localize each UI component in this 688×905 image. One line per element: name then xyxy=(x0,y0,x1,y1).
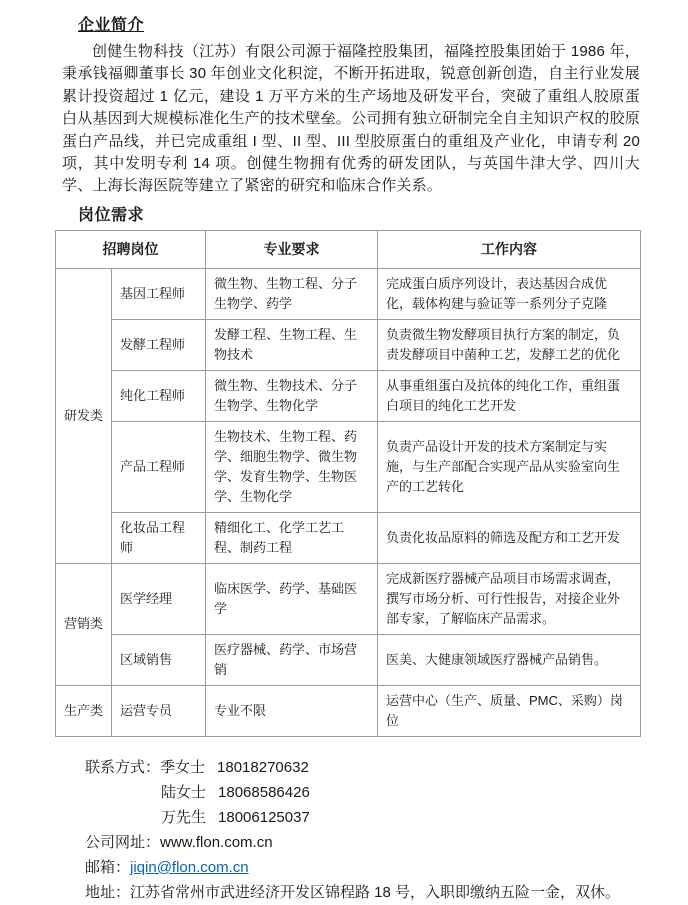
group-cell-marketing: 营销类 xyxy=(56,563,112,685)
major-cell: 微生物、生物技术、分子生物学、生物化学 xyxy=(206,370,378,421)
company-intro-heading: 企业简介 xyxy=(78,17,145,34)
position-cell: 运营专员 xyxy=(112,685,206,736)
website-url: www.flon.com.cn xyxy=(160,833,273,851)
email-label: 邮箱： xyxy=(85,858,131,876)
header-position: 招聘岗位 xyxy=(56,230,206,268)
header-major: 专业要求 xyxy=(206,230,378,268)
major-cell: 临床医学、药学、基础医学 xyxy=(206,563,378,634)
table-row xyxy=(56,268,641,319)
header-duty: 工作内容 xyxy=(378,230,641,268)
email-line xyxy=(85,855,640,880)
major-cell: 发酵工程、生物工程、生物技术 xyxy=(206,319,378,370)
major-cell: 微生物、生物工程、分子生物学、药学 xyxy=(206,268,378,319)
contact-block xyxy=(85,755,640,905)
address-line xyxy=(85,880,640,905)
contact-person-name: 季女士 xyxy=(160,758,206,776)
table-row xyxy=(56,512,641,563)
duty-cell: 负责微生物发酵项目执行方案的制定，负责发酵项目中菌种工艺，发酵工艺的优化 xyxy=(378,319,641,370)
position-cell: 化妆品工程师 xyxy=(112,512,206,563)
contact-person-name: 万先生 xyxy=(161,808,207,826)
position-cell: 发酵工程师 xyxy=(112,319,206,370)
contact-phone-line xyxy=(85,755,640,780)
position-cell: 医学经理 xyxy=(112,563,206,634)
duty-cell: 从事重组蛋白及抗体的纯化工作，重组蛋白项目的纯化工艺开发 xyxy=(378,370,641,421)
position-cell: 纯化工程师 xyxy=(112,370,206,421)
duty-cell: 医美、大健康领域医疗器械产品销售。 xyxy=(378,634,641,685)
position-cell: 区域销售 xyxy=(112,634,206,685)
duty-cell: 完成蛋白质序列设计，表达基因合成优化，载体构建与验证等一系列分子克隆 xyxy=(378,268,641,319)
email-link[interactable]: jiqin@flon.com.cn xyxy=(130,858,249,876)
table-header-row xyxy=(56,230,641,268)
table-row xyxy=(56,319,641,370)
table-row xyxy=(56,634,641,685)
contact-person-name: 陆女士 xyxy=(161,783,207,801)
contact-phone-number: 18068586426 xyxy=(218,783,310,801)
major-cell: 专业不限 xyxy=(206,685,378,736)
website-label: 公司网址： xyxy=(85,833,161,851)
duty-cell: 运营中心（生产、质量、PMC、采购）岗位 xyxy=(378,685,641,736)
contact-phone-number: 18018270632 xyxy=(217,758,309,776)
job-requirements-table xyxy=(55,230,641,737)
major-cell: 精细化工、化学工艺工程、制药工程 xyxy=(206,512,378,563)
major-cell: 生物技术、生物工程、药学、细胞生物学、微生物学、发育生物学、生物医学、生物化学 xyxy=(206,421,378,512)
contact-phone-line xyxy=(85,780,640,805)
website-line xyxy=(85,830,640,855)
contact-phone-line xyxy=(85,805,640,830)
table-row xyxy=(56,685,641,736)
address-label: 地址： xyxy=(85,883,131,901)
table-row xyxy=(56,370,641,421)
company-intro-paragraph: 创健生物科技（江苏）有限公司源于福隆控股集团，福隆控股集团始于 1986 年，秉承钱福卿董事长 30 年创业文化积淀，不断开拓进取，锐意创新创造，自主行业发展累计投资超过 1 亿元，建设 1 万平方米的生产场地及研发平台，突破了重组人胶原蛋白从基因到大规模标准化生产的技术壁垒。公司拥有独立研制完全自主知识产权的胶原蛋白产品线，并已完成重组 I 型、II 型、III 型胶原蛋白的重组及产业化，申请专利 20 项，其中发明专利 14 项。创健生物拥有优秀的研发团队，与英国牛津大学、四川大学、上海长海医院等建立了紧密的研究和临床合作关系。 xyxy=(62,43,640,195)
contact-phone-number: 18006125037 xyxy=(218,808,310,826)
table-row xyxy=(56,421,641,512)
table-row xyxy=(56,563,641,634)
group-cell-production: 生产类 xyxy=(56,685,112,736)
job-requirements-heading: 岗位需求 xyxy=(78,206,145,224)
major-cell: 医疗器械、药学、市场营销 xyxy=(206,634,378,685)
group-cell-rnd: 研发类 xyxy=(56,268,112,563)
duty-cell: 负责产品设计开发的技术方案制定与实施，与生产部配合实现产品从实验室向生产的工艺转化 xyxy=(378,421,641,512)
duty-cell: 负责化妆品原料的筛选及配方和工艺开发 xyxy=(378,512,641,563)
position-cell: 基因工程师 xyxy=(112,268,206,319)
duty-cell: 完成新医疗器械产品项目市场需求调查，撰写市场分析、可行性报告，对接企业外部专家，了解临床产品需求。 xyxy=(378,563,641,634)
position-cell: 产品工程师 xyxy=(112,421,206,512)
contact-label: 联系方式： xyxy=(85,758,161,776)
address-text: 江苏省常州市武进经济开发区锦程路 18 号，入职即缴纳五险一金，双休。 xyxy=(130,883,621,901)
